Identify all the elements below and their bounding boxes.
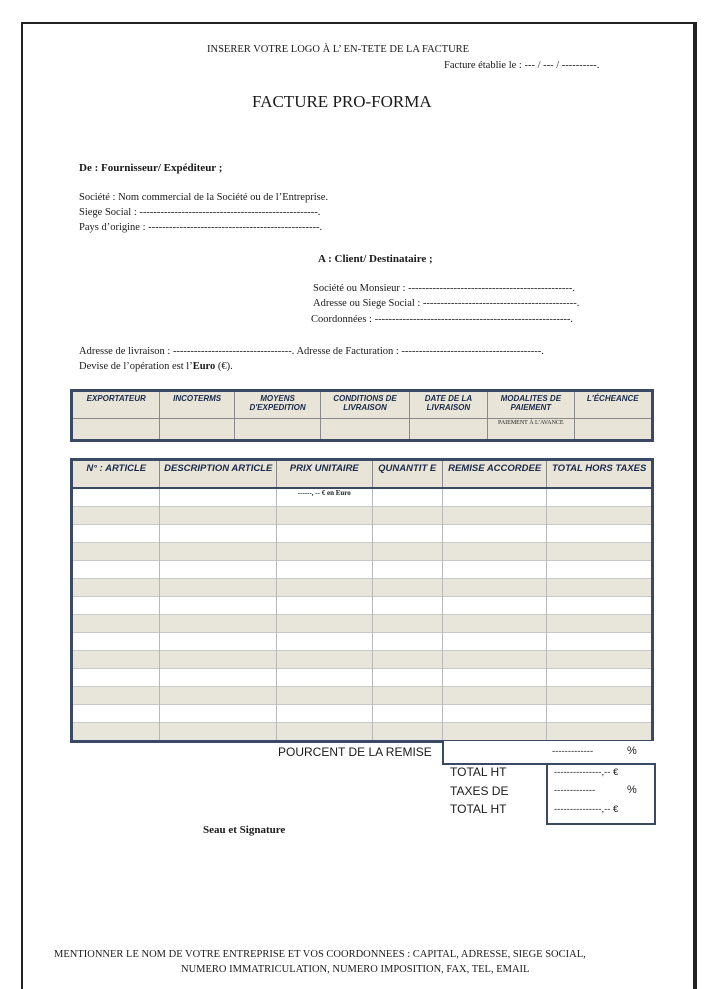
- col-shipping-means: MOYENS D'EXPEDITION: [234, 391, 320, 419]
- table-cell[interactable]: [72, 597, 160, 615]
- table-cell[interactable]: [160, 543, 277, 561]
- table-cell[interactable]: [372, 507, 442, 525]
- table-cell[interactable]: [277, 705, 372, 723]
- col-payment-terms: MODALITES DE PAIEMENT: [488, 391, 574, 419]
- table-cell[interactable]: [72, 579, 160, 597]
- items-table: [70, 458, 654, 743]
- currency-prefix: Devise de l’opération est l’: [79, 361, 193, 372]
- table-cell[interactable]: [372, 633, 442, 651]
- table-cell[interactable]: [372, 705, 442, 723]
- payment-terms-cell[interactable]: PAIEMENT À L’AVANCE: [488, 419, 574, 441]
- total-ht-2-value[interactable]: ---------------,-- €: [554, 804, 619, 815]
- table-cell[interactable]: [442, 705, 547, 723]
- table-cell[interactable]: [160, 579, 277, 597]
- currency-line: [79, 361, 233, 372]
- table-cell[interactable]: [160, 488, 277, 507]
- table-cell[interactable]: [72, 525, 160, 543]
- table-cell[interactable]: [160, 615, 277, 633]
- footer-line-1: MENTIONNER LE NOM DE VOTRE ENTREPRISE ET VOS COORDONNEES : CAPITAL, ADRESSE, SIEGE SOCIAL,: [54, 949, 586, 960]
- total-ht-value[interactable]: ---------------,-- €: [554, 767, 619, 778]
- table-cell[interactable]: [277, 507, 372, 525]
- table-cell[interactable]: [160, 507, 277, 525]
- discount-box: [442, 741, 654, 765]
- unit-price-cell[interactable]: ------, -- € en Euro: [277, 488, 372, 507]
- logo-placeholder: INSERER VOTRE LOGO À L’ EN-TETE DE LA FACTURE: [207, 44, 470, 55]
- table-cell[interactable]: [72, 543, 160, 561]
- col-discount: REMISE ACCORDEE: [442, 460, 547, 489]
- incoterms-cell[interactable]: [160, 419, 234, 441]
- table-cell[interactable]: [547, 597, 653, 615]
- table-row[interactable]: [72, 723, 653, 742]
- table-cell[interactable]: [442, 669, 547, 687]
- page-title: FACTURE PRO-FORMA: [252, 92, 432, 111]
- supplier-head-office: Siege Social : ---------------------------------------------------.: [79, 207, 321, 218]
- table-cell[interactable]: [372, 579, 442, 597]
- col-description: DESCRIPTION ARTICLE: [160, 460, 277, 489]
- table-cell[interactable]: [372, 488, 442, 507]
- table-cell[interactable]: [277, 651, 372, 669]
- table-row[interactable]: [72, 488, 653, 507]
- table-cell[interactable]: [160, 705, 277, 723]
- table-cell[interactable]: [72, 723, 160, 742]
- table-cell[interactable]: [160, 651, 277, 669]
- table-cell[interactable]: [442, 615, 547, 633]
- table-row[interactable]: [72, 687, 653, 705]
- table-cell[interactable]: [372, 525, 442, 543]
- client-heading: A : Client/ Destinataire ;: [318, 253, 433, 265]
- table-cell[interactable]: [160, 561, 277, 579]
- table-cell[interactable]: [160, 633, 277, 651]
- table-cell[interactable]: [442, 543, 547, 561]
- col-incoterms: INCOTERMS: [160, 391, 234, 419]
- table-cell[interactable]: [442, 723, 547, 742]
- client-contact: Coordonnées : --------------------------------------------------------.: [311, 314, 574, 325]
- total-ht-label: TOTAL HT: [450, 765, 507, 779]
- table-cell[interactable]: [547, 651, 653, 669]
- table-row[interactable]: [72, 543, 653, 561]
- client-company: Société ou Monsieur : -----------------------------------------------.: [313, 283, 576, 294]
- shipping-info-table: [70, 389, 654, 442]
- signature-label: Seau et Signature: [203, 824, 286, 836]
- taxes-value[interactable]: -------------: [554, 785, 596, 796]
- col-exporter: EXPORTATEUR: [72, 391, 160, 419]
- table-cell[interactable]: [277, 723, 372, 742]
- due-date-cell[interactable]: [574, 419, 652, 441]
- table-row[interactable]: [72, 705, 653, 723]
- table-cell[interactable]: [72, 687, 160, 705]
- table-cell[interactable]: [442, 525, 547, 543]
- table-cell[interactable]: [372, 615, 442, 633]
- taxes-label: TAXES DE: [450, 784, 509, 798]
- table-cell[interactable]: [72, 615, 160, 633]
- table-cell[interactable]: [72, 488, 160, 507]
- table-cell[interactable]: [160, 687, 277, 705]
- col-quantity: QUNANTIT E: [372, 460, 442, 489]
- table-cell[interactable]: [547, 579, 653, 597]
- table-cell[interactable]: [72, 633, 160, 651]
- col-total-excl-tax: TOTAL HORS TAXES: [547, 460, 653, 489]
- table-cell[interactable]: [547, 723, 653, 742]
- discount-percent-label: POURCENT DE LA REMISE: [278, 745, 432, 759]
- table-cell[interactable]: [442, 561, 547, 579]
- currency-name: Euro: [192, 361, 216, 372]
- table-cell[interactable]: [160, 723, 277, 742]
- delivery-conditions-cell[interactable]: [321, 419, 409, 441]
- table-cell[interactable]: [372, 687, 442, 705]
- table-cell[interactable]: [547, 615, 653, 633]
- table-cell[interactable]: [372, 543, 442, 561]
- table-cell[interactable]: [547, 633, 653, 651]
- table-cell[interactable]: [72, 669, 160, 687]
- table-cell[interactable]: [160, 525, 277, 543]
- table-cell[interactable]: [547, 488, 653, 507]
- table-cell[interactable]: [277, 687, 372, 705]
- client-address: Adresse ou Siege Social : --------------------------------------------.: [313, 298, 580, 309]
- table-cell[interactable]: [372, 723, 442, 742]
- table-row[interactable]: [72, 633, 653, 651]
- table-cell[interactable]: [72, 561, 160, 579]
- exporter-cell[interactable]: [72, 419, 160, 441]
- table-row[interactable]: [72, 597, 653, 615]
- table-cell[interactable]: [277, 669, 372, 687]
- delivery-date-cell[interactable]: [409, 419, 487, 441]
- table-cell[interactable]: [547, 687, 653, 705]
- supplier-country: Pays d’origine : -------------------------------------------------.: [79, 222, 323, 233]
- table-cell[interactable]: [72, 507, 160, 525]
- table-cell[interactable]: [547, 525, 653, 543]
- table-row[interactable]: [72, 507, 653, 525]
- table-cell[interactable]: [442, 488, 547, 507]
- delivery-billing-address: Adresse de livraison : ----------------------------------. Adresse de Facturation : ----------------------------------------.: [79, 346, 544, 357]
- table-cell[interactable]: [442, 579, 547, 597]
- table-cell[interactable]: [277, 525, 372, 543]
- supplier-company: Société : Nom commercial de la Société ou de l’Entreprise.: [79, 192, 328, 203]
- col-delivery-conditions: CONDITIONS DE LIVRAISON: [321, 391, 409, 419]
- table-cell[interactable]: [277, 579, 372, 597]
- col-delivery-date: DATE DE LA LIVRAISON: [409, 391, 487, 419]
- footer-line-2: NUMERO IMMATRICULATION, NUMERO IMPOSITION, FAX, TEL, EMAIL: [181, 964, 530, 975]
- table-cell[interactable]: [547, 669, 653, 687]
- table-row[interactable]: [72, 651, 653, 669]
- table-cell[interactable]: [442, 687, 547, 705]
- table-cell[interactable]: [547, 543, 653, 561]
- table-cell[interactable]: [72, 651, 160, 669]
- table-cell[interactable]: [160, 669, 277, 687]
- table-cell[interactable]: [442, 597, 547, 615]
- table-row[interactable]: [72, 525, 653, 543]
- table-cell[interactable]: [372, 669, 442, 687]
- invoice-date: Facture établie le : --- / --- / ----------.: [444, 60, 600, 71]
- table-cell[interactable]: [72, 705, 160, 723]
- shipping-means-cell[interactable]: [234, 419, 320, 441]
- table-cell[interactable]: [277, 615, 372, 633]
- table-row[interactable]: [72, 669, 653, 687]
- table-cell[interactable]: [277, 633, 372, 651]
- table-cell[interactable]: [442, 507, 547, 525]
- taxes-unit: %: [627, 784, 637, 796]
- table-cell[interactable]: [547, 561, 653, 579]
- table-row[interactable]: [72, 561, 653, 579]
- col-due-date: L'ÉCHEANCE: [574, 391, 652, 419]
- table-cell[interactable]: [442, 633, 547, 651]
- total-ht-2-label: TOTAL HT: [450, 802, 507, 816]
- table-cell[interactable]: [372, 597, 442, 615]
- table-cell[interactable]: [547, 705, 653, 723]
- col-article-number: N° : ARTICLE: [72, 460, 160, 489]
- discount-value[interactable]: -------------: [552, 746, 594, 757]
- table-row[interactable]: [72, 615, 653, 633]
- currency-suffix: (€).: [215, 361, 233, 372]
- table-cell[interactable]: [277, 561, 372, 579]
- table-cell[interactable]: [160, 597, 277, 615]
- table-cell[interactable]: [372, 651, 442, 669]
- supplier-heading: De : Fournisseur/ Expéditeur ;: [79, 162, 223, 174]
- col-unit-price: PRIX UNITAIRE: [277, 460, 372, 489]
- table-cell[interactable]: [277, 597, 372, 615]
- discount-unit: %: [627, 745, 637, 757]
- table-cell[interactable]: [277, 543, 372, 561]
- table-cell[interactable]: [372, 561, 442, 579]
- table-cell[interactable]: [442, 651, 547, 669]
- table-cell[interactable]: [547, 507, 653, 525]
- table-row[interactable]: [72, 579, 653, 597]
